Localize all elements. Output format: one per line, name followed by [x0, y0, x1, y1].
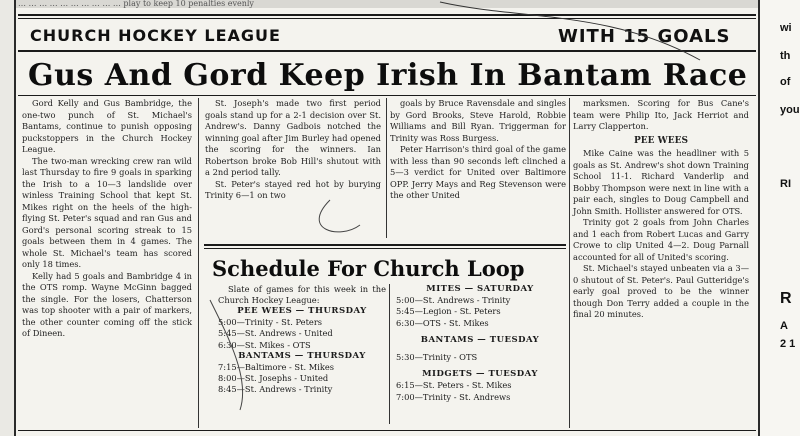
schedule-heading: BANTAMS — TUESDAY: [420, 334, 540, 345]
schedule-divider: [389, 284, 390, 424]
schedule-title: Schedule For Church Loop: [212, 256, 525, 281]
left-page-edge: [0, 0, 16, 436]
schedule-intro: [218, 284, 386, 306]
column-divider: [386, 98, 387, 238]
schedule-game: 8:00—St. Josephs - United: [218, 373, 329, 384]
fragment-text: wi: [780, 22, 792, 34]
paragraph: goals by Bruce Ravensdale and singles by Gord Brooks, Steve Harold, Robbie Williams and Bill Ryan. Triggerman for Trinity was Ross Burgess.: [390, 98, 566, 143]
bottom-rule: [18, 430, 756, 431]
schedule-box-top-rule-thin: [204, 248, 566, 249]
paragraph: St. Joseph's made two first period goals stand up for a 2-1 decision over St. Andrew's. Danny Gadbois notched the winning goal after Jim Burley had opened the scoring for the winners. Ian Robertson broke Bob Hill's shutout with a 2nd period tally.: [205, 98, 381, 177]
column-divider: [198, 98, 199, 428]
schedule-game: 6:30—St. Mikes - OTS: [218, 339, 311, 350]
schedule-heading: PEE WEES — THURSDAY: [237, 306, 367, 316]
subhead-pee-wees: PEE WEES: [634, 135, 688, 146]
schedule-game: 5:45—St. Andrews - United: [218, 328, 333, 339]
paragraph: St. Michael's stayed unbeaten via a 3—0 shutout of St. Peter's. Paul Gutteridge's early goal proved to be the winner though Don Terry added a couple in the final 20 minutes.: [573, 263, 749, 319]
fragment-text: RI: [780, 178, 791, 190]
schedule-game: 7:15—Baltimore - St. Mikes: [218, 362, 335, 373]
headline: Gus And Gord Keep Irish In Bantam Race: [28, 58, 748, 93]
paragraph: St. Peter's stayed red hot by burying Trinity 6—1 on two: [205, 178, 381, 200]
schedule-column-2: [396, 284, 564, 403]
schedule-game: 5:45—Legion - St. Peters: [396, 306, 501, 317]
fragment-text: of: [780, 76, 791, 88]
schedule-game: 6:30—OTS - St. Mikes: [396, 317, 489, 328]
schedule-box-top-rule: [204, 244, 566, 246]
adjacent-page-fragment: [758, 0, 800, 436]
top-rule-thin: [18, 18, 756, 19]
article-column-1: [22, 98, 192, 428]
schedule-game: 5:00—Trinity - St. Peters: [218, 317, 323, 328]
schedule-heading: MITES — SATURDAY: [426, 284, 534, 294]
article-column-4: [573, 98, 749, 420]
schedule-heading: BANTAMS — THURSDAY: [238, 350, 366, 361]
fragment-text: th: [780, 50, 791, 62]
top-rule: [18, 14, 756, 16]
paragraph: marksmen. Scoring for Bus Cane's team were Philip Ito, Jack Herriot and Larry Clapperton.: [573, 98, 749, 131]
column-divider: [569, 98, 570, 428]
paragraph: The two-man wrecking crew ran wild last Thursday to fire 9 goals in sparking the Irish to a 10—3 landslide over winless Training School that kept St. Mikes right on the heels of the high-flying St. Peter's squad and ran Gus and Gord's personal scoring streak to 15 goals between them in 4 games. The whole St. Michael's team has scored only 18 times.: [22, 155, 192, 269]
fragment-text: R: [780, 290, 792, 307]
paragraph: Gord Kelly and Gus Bambridge, the one-two punch of St. Michael's Bantams, continue to punish opposing puckstoppers in the Church Hockey League.: [22, 98, 192, 154]
fragment-text: 2 1: [780, 338, 796, 350]
section-kicker: CHURCH HOCKEY LEAGUE: [30, 26, 281, 45]
fragment-text: you: [780, 104, 800, 116]
headline-rule: [18, 95, 756, 96]
schedule-game: 5:00—St. Andrews - Trinity: [396, 295, 511, 306]
kicker-rule: [18, 50, 756, 52]
schedule-game: 6:15—St. Peters - St. Mikes: [396, 380, 512, 391]
paragraph: Peter Harrison's third goal of the game with less than 90 seconds left clinched a 5—3 verdict for United over Baltimore OPP. Jerry Mays and Reg Stevenson were the other United: [390, 144, 566, 200]
paragraph: Trinity got 2 goals from John Charles and 1 each from Robert Lucas and Garry Crowe to clip United 4—2. Doug Parnall accounted for all of United's scoring.: [573, 217, 749, 262]
schedule-heading: MIDGETS — TUESDAY: [422, 369, 538, 380]
article-column-3: [390, 98, 566, 230]
previous-article-fragment: … … … … … … … … … … play to keep 10 penalties evenly: [18, 0, 254, 8]
article-column-2: [205, 98, 381, 230]
fragment-text: A: [780, 320, 788, 332]
schedule-game: 5:30—Trinity - OTS: [396, 352, 478, 363]
schedule-game: 7:00—Trinity - St. Andrews: [396, 391, 511, 402]
paragraph: Kelly had 5 goals and Bambridge 4 in the OTS romp. Wayne McGinn bagged the single. For the losers, Chatterson was top shooter with a pair of markers, the other counter coming off the stick of Dineen.: [22, 270, 192, 338]
schedule-column-1: [218, 306, 386, 396]
schedule-intro-text: Slate of games for this week in the Church Hockey League:: [218, 284, 386, 305]
kicker-right: WITH 15 GOALS: [558, 26, 731, 47]
paragraph: Mike Caine was the headliner with 5 goals as St. Andrew's shot down Training School 11-1. Richard Vanderlip and Bobby Thompson were next in line with a pair each, singles to Doug Campbell and John Smith. Hollister answered for OTS.: [573, 148, 749, 216]
schedule-game: 8:45—St. Andrews - Trinity: [218, 384, 333, 395]
